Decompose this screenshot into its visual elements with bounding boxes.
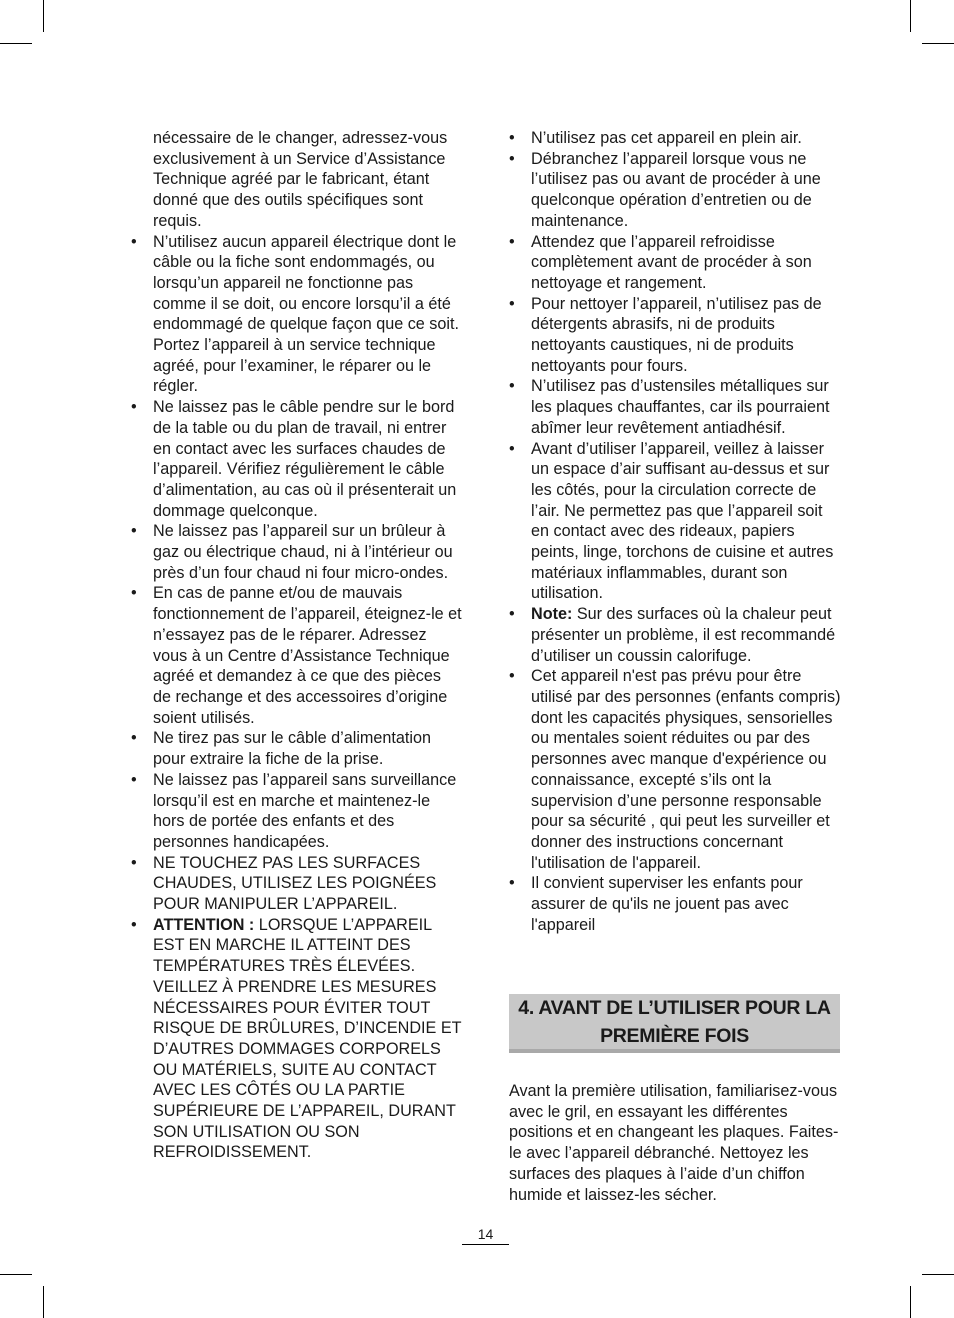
- list-item: • Ne laissez pas l’appareil sur un brûleur à gaz ou électrique chaud, ni à l’intérieur ou près d’un four chaud ni four micro-ondes.: [127, 521, 463, 583]
- crop-mark: [43, 1286, 44, 1318]
- section-intro-paragraph: Avant la première utilisation, familiarisez-vous avec le gril, en essayant les différentes positions et en changeant les plaques. Faites-le avec l’appareil débranché. Nettoyez les surfaces des plaques à l’aide d’un chiffon humide et laissez-les sécher.: [509, 1082, 839, 1204]
- list-item: • Pour nettoyer l’appareil, n’utilisez pas de détergents abrasifs, ni de produits nettoyants caustiques, ni de produits nettoyants pour fours.: [505, 294, 845, 377]
- list-item-note: [505, 604, 845, 666]
- section-heading-underline: [509, 1049, 840, 1053]
- attention-text: LORSQUE L’APPAREIL EST EN MARCHE IL ATTEINT DES TEMPÉRATURES TRÈS ÉLEVÉES. VEILLEZ À PRENDRE LES MESURES NÉCESSAIRES POUR ÉVITER TOUT RISQUE DE BRÛLURES, D’INCENDIE ET D’AUTRES DOMMAGES CORPORELS OU MATÉRIELS, SUITE AU CONTACT AVEC LES CÔTÉS OU LA PARTIE SUPÉRIEURE DE L’APPAREIL, DURANT SON UTILISATION OU SON REFROIDISSEMENT.: [153, 915, 462, 1162]
- crop-mark: [43, 0, 44, 32]
- right-column: [505, 128, 845, 935]
- list-item: • Ne laissez pas le câble pendre sur le bord de la table ou du plan de travail, ni entrer en contact avec les surfaces chaudes de l’appareil. Vérifiez régulièrement le câble d’alimentation, au cas où il présenterait un dommage quelconque.: [127, 397, 463, 521]
- list-item: • Il convient superviser les enfants pour assurer de qu'ils ne jouent pas avec l'appareil: [505, 873, 845, 935]
- crop-mark: [0, 1274, 32, 1275]
- crop-mark: [910, 0, 911, 32]
- crop-mark: [922, 1274, 954, 1275]
- safety-list-right: [505, 128, 845, 935]
- section-heading-line1: 4. AVANT DE L’UTILISER POUR LA: [518, 997, 831, 1019]
- list-item: • NE TOUCHEZ PAS LES SURFACES CHAUDES, UTILISEZ LES POIGNÉES POUR MANIPULER L’APPAREIL.: [127, 853, 463, 915]
- list-item: • Ne tirez pas sur le câble d’alimentation pour extraire la fiche de la prise.: [127, 728, 463, 769]
- safety-list-left: [127, 232, 463, 1164]
- list-item: • Débranchez l’appareil lorsque vous ne l’utilisez pas ou avant de procéder à une quelconque opération d’entretien ou de maintenance.: [505, 149, 845, 232]
- list-item: • N’utilisez aucun appareil électrique dont le câble ou la fiche sont endommagés, ou lorsqu’un appareil ne fonctionne pas comme il se doit, ou encore lorsqu’il a été endommagé de quelque façon que ce soit. Portez l’appareil à un service technique agréé, pour l’examiner, le réparer ou le régler.: [127, 232, 463, 398]
- list-item: • En cas de panne et/ou de mauvais fonctionnement de l’appareil, éteignez-le et n’essayez pas de le réparer. Adressez vous à un Centre d’Assistance Technique agréé et demandez à ce que des pièces de rechange et des accessoires d’origine soient utilisés.: [127, 583, 463, 728]
- note-text: Sur des surfaces où la chaleur peut présenter un problème, il est recommandé d’utiliser un coussin calorifuge.: [531, 605, 836, 665]
- page-number: 14: [477, 1226, 494, 1242]
- section-heading: [509, 994, 840, 1049]
- continuation-paragraph: nécessaire de le changer, adressez-vous exclusivement à un Service d’Assistance Technique agréé par le fabricant, étant donné que des outils spécifiques sont requis.: [153, 129, 448, 230]
- list-item: • Cet appareil n'est pas prévu pour être utilisé par des personnes (enfants compris) dont les capacités physiques, sensorielles ou mentales soient réduites ou par des personnes avec manque d'expérience ou connaissance, excepté s’ils ont la supervision d’une personne responsable pour sa sécurité , qui peut les surveiller et donner des instructions concernant l'utilisation de l'appareil.: [505, 666, 845, 873]
- left-column: [127, 128, 463, 1163]
- attention-label: ATTENTION :: [153, 915, 255, 934]
- list-item: • N’utilisez pas d’ustensiles métalliques sur les plaques chauffantes, car ils pourraient abîmer leur revêtement antiadhésif.: [505, 376, 845, 438]
- list-item: • Ne laissez pas l’appareil sans surveillance lorsqu’il est en marche et maintenez-le hors de portée des enfants et des personnes handicapées.: [127, 770, 463, 853]
- list-item-attention: [127, 915, 463, 1163]
- crop-mark: [0, 43, 32, 44]
- note-label: Note:: [531, 605, 573, 624]
- list-item: • Avant d’utiliser l’appareil, veillez à laisser un espace d’air suffisant au-dessus et sur les côtés, pour la circulation correcte de l’air. Ne permettez pas que l’appareil soit en contact avec des rideaux, papiers peints, linge, torchons de cuisine et autres matériaux inflammables, durant son utilisation.: [505, 439, 845, 605]
- crop-mark: [922, 43, 954, 44]
- list-item: • Attendez que l’appareil refroidisse complètement avant de procéder à son nettoyage et rangement.: [505, 232, 845, 294]
- crop-mark: [910, 1286, 911, 1318]
- list-item: • N’utilisez pas cet appareil en plein air.: [505, 128, 845, 149]
- page-number-underline: [462, 1244, 509, 1245]
- section-heading-line2: PREMIÈRE FOIS: [600, 1025, 749, 1047]
